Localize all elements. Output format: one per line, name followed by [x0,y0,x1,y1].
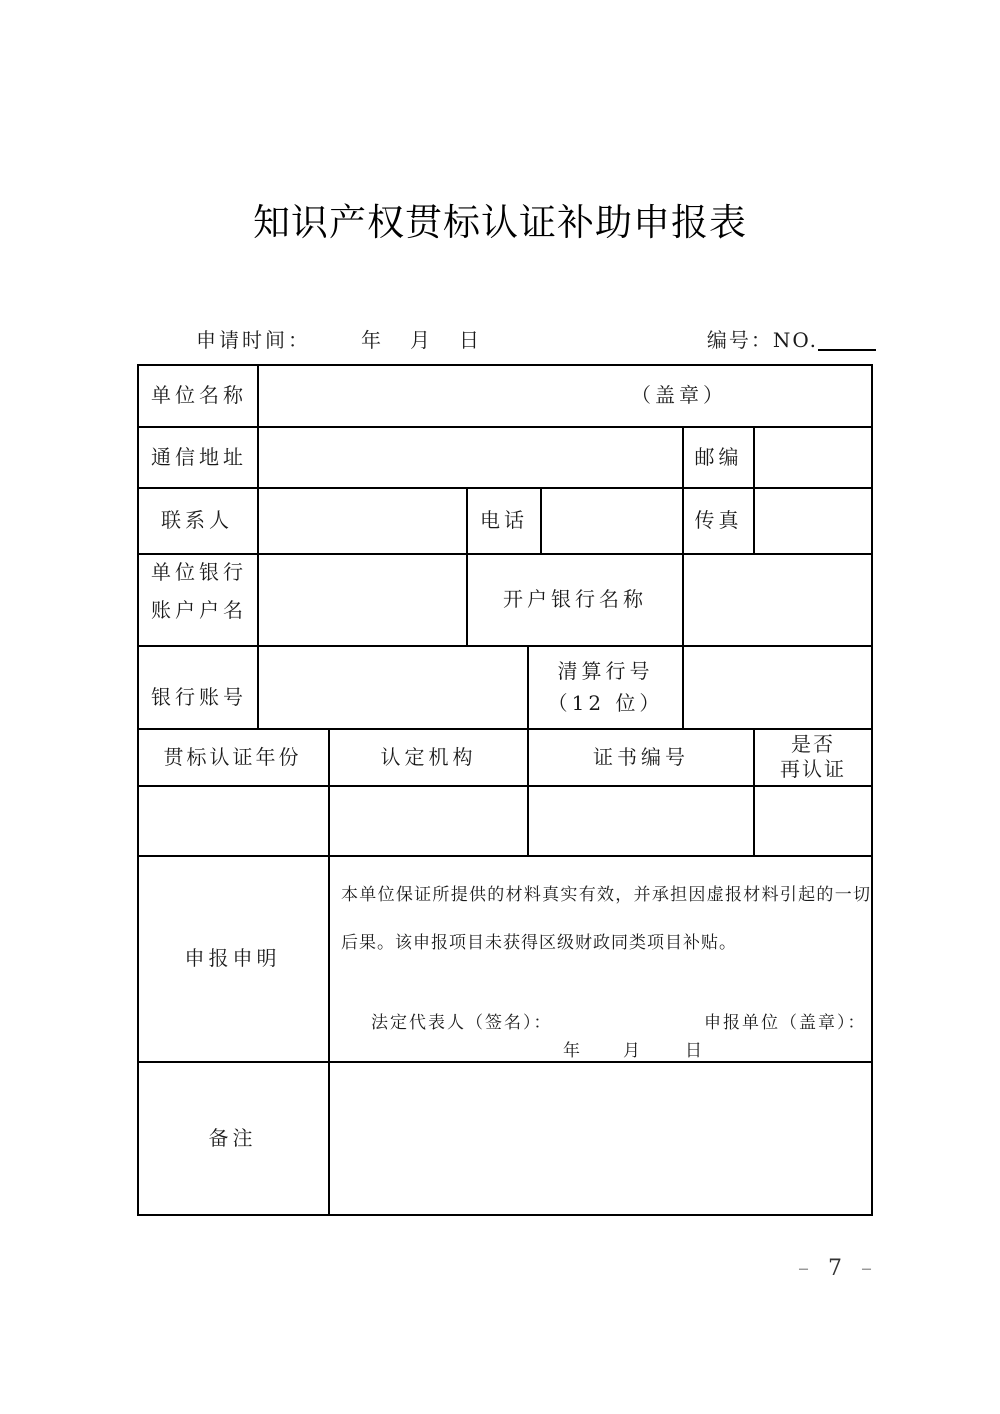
bank-account-label: 银行账号 [151,684,247,709]
apply-year-label: 年 [361,328,384,352]
clearing-no-line2: （12 位） [547,690,664,715]
declaration-month-label: 月 [623,1041,642,1061]
postcode-label: 邮编 [694,444,743,469]
account-name-label [137,553,257,645]
cert-agency-header: 认定机构 [380,744,477,769]
clearing-no-label [529,645,682,728]
fax-label: 传真 [694,508,743,532]
contact-label: 联系人 [161,508,233,532]
declaration-year-label: 年 [563,1041,582,1061]
address-input[interactable] [259,426,682,487]
form-number-field[interactable] [818,329,876,351]
phone-input[interactable] [542,487,682,553]
account-name-line2: 账户户名 [151,598,247,622]
recert-line2: 再认证 [780,756,846,781]
remarks-input[interactable] [330,1063,871,1214]
declaration-text: 本单位保证所提供的材料真实有效，并承担因虚报材料引起的一切后果。该申报项目未获得区级财政同类项目补贴。 [341,885,871,953]
remarks-label: 备注 [208,1125,257,1150]
clearing-no-input[interactable] [684,645,871,728]
legal-rep-signature[interactable]: 法定代表人（签名）： [371,1013,553,1033]
bank-name-label: 开户银行名称 [503,587,647,611]
recert-input[interactable] [755,785,871,855]
apply-month-label: 月 [410,328,433,352]
recert-line1: 是否 [791,731,835,756]
fax-input[interactable] [755,487,871,553]
page-number [798,1256,878,1281]
postcode-input[interactable] [755,426,871,487]
page-dash-left: – [798,1256,815,1281]
apply-date-label: 申请时间： [196,328,311,352]
page-title: 知识产权贯标认证补助申报表 [253,201,747,244]
declaration-day-label: 日 [685,1041,704,1061]
cert-number-header: 证书编号 [593,744,689,769]
cert-year-header: 贯标认证年份 [163,744,302,769]
address-label: 通信地址 [151,444,247,469]
seal-hint: （盖章） [631,383,727,407]
page-dash-right: – [861,1256,878,1281]
applicant-seal[interactable]: 申报单位（盖章）： [704,1013,867,1033]
cert-year-input[interactable] [137,785,328,855]
unit-name-input[interactable] [259,364,871,426]
apply-day-label: 日 [459,328,482,352]
form-number-label: 编号：NO. [706,328,818,352]
bank-name-input[interactable] [684,553,871,645]
apply-date [196,324,482,353]
form-number [707,324,876,353]
account-name-line1: 单位银行 [151,560,247,584]
cert-number-input[interactable] [529,785,753,855]
page-number-value: 7 [828,1256,848,1281]
cert-agency-input[interactable] [330,785,527,855]
application-form [137,364,873,1216]
phone-label: 电话 [480,508,528,532]
unit-name-label: 单位名称 [151,383,247,407]
contact-input[interactable] [259,487,466,553]
account-name-input[interactable] [259,553,466,645]
declaration-label: 申报申明 [184,946,281,970]
clearing-no-line1: 清算行号 [557,658,654,683]
recert-header [755,728,871,785]
bank-account-input[interactable] [259,645,527,728]
